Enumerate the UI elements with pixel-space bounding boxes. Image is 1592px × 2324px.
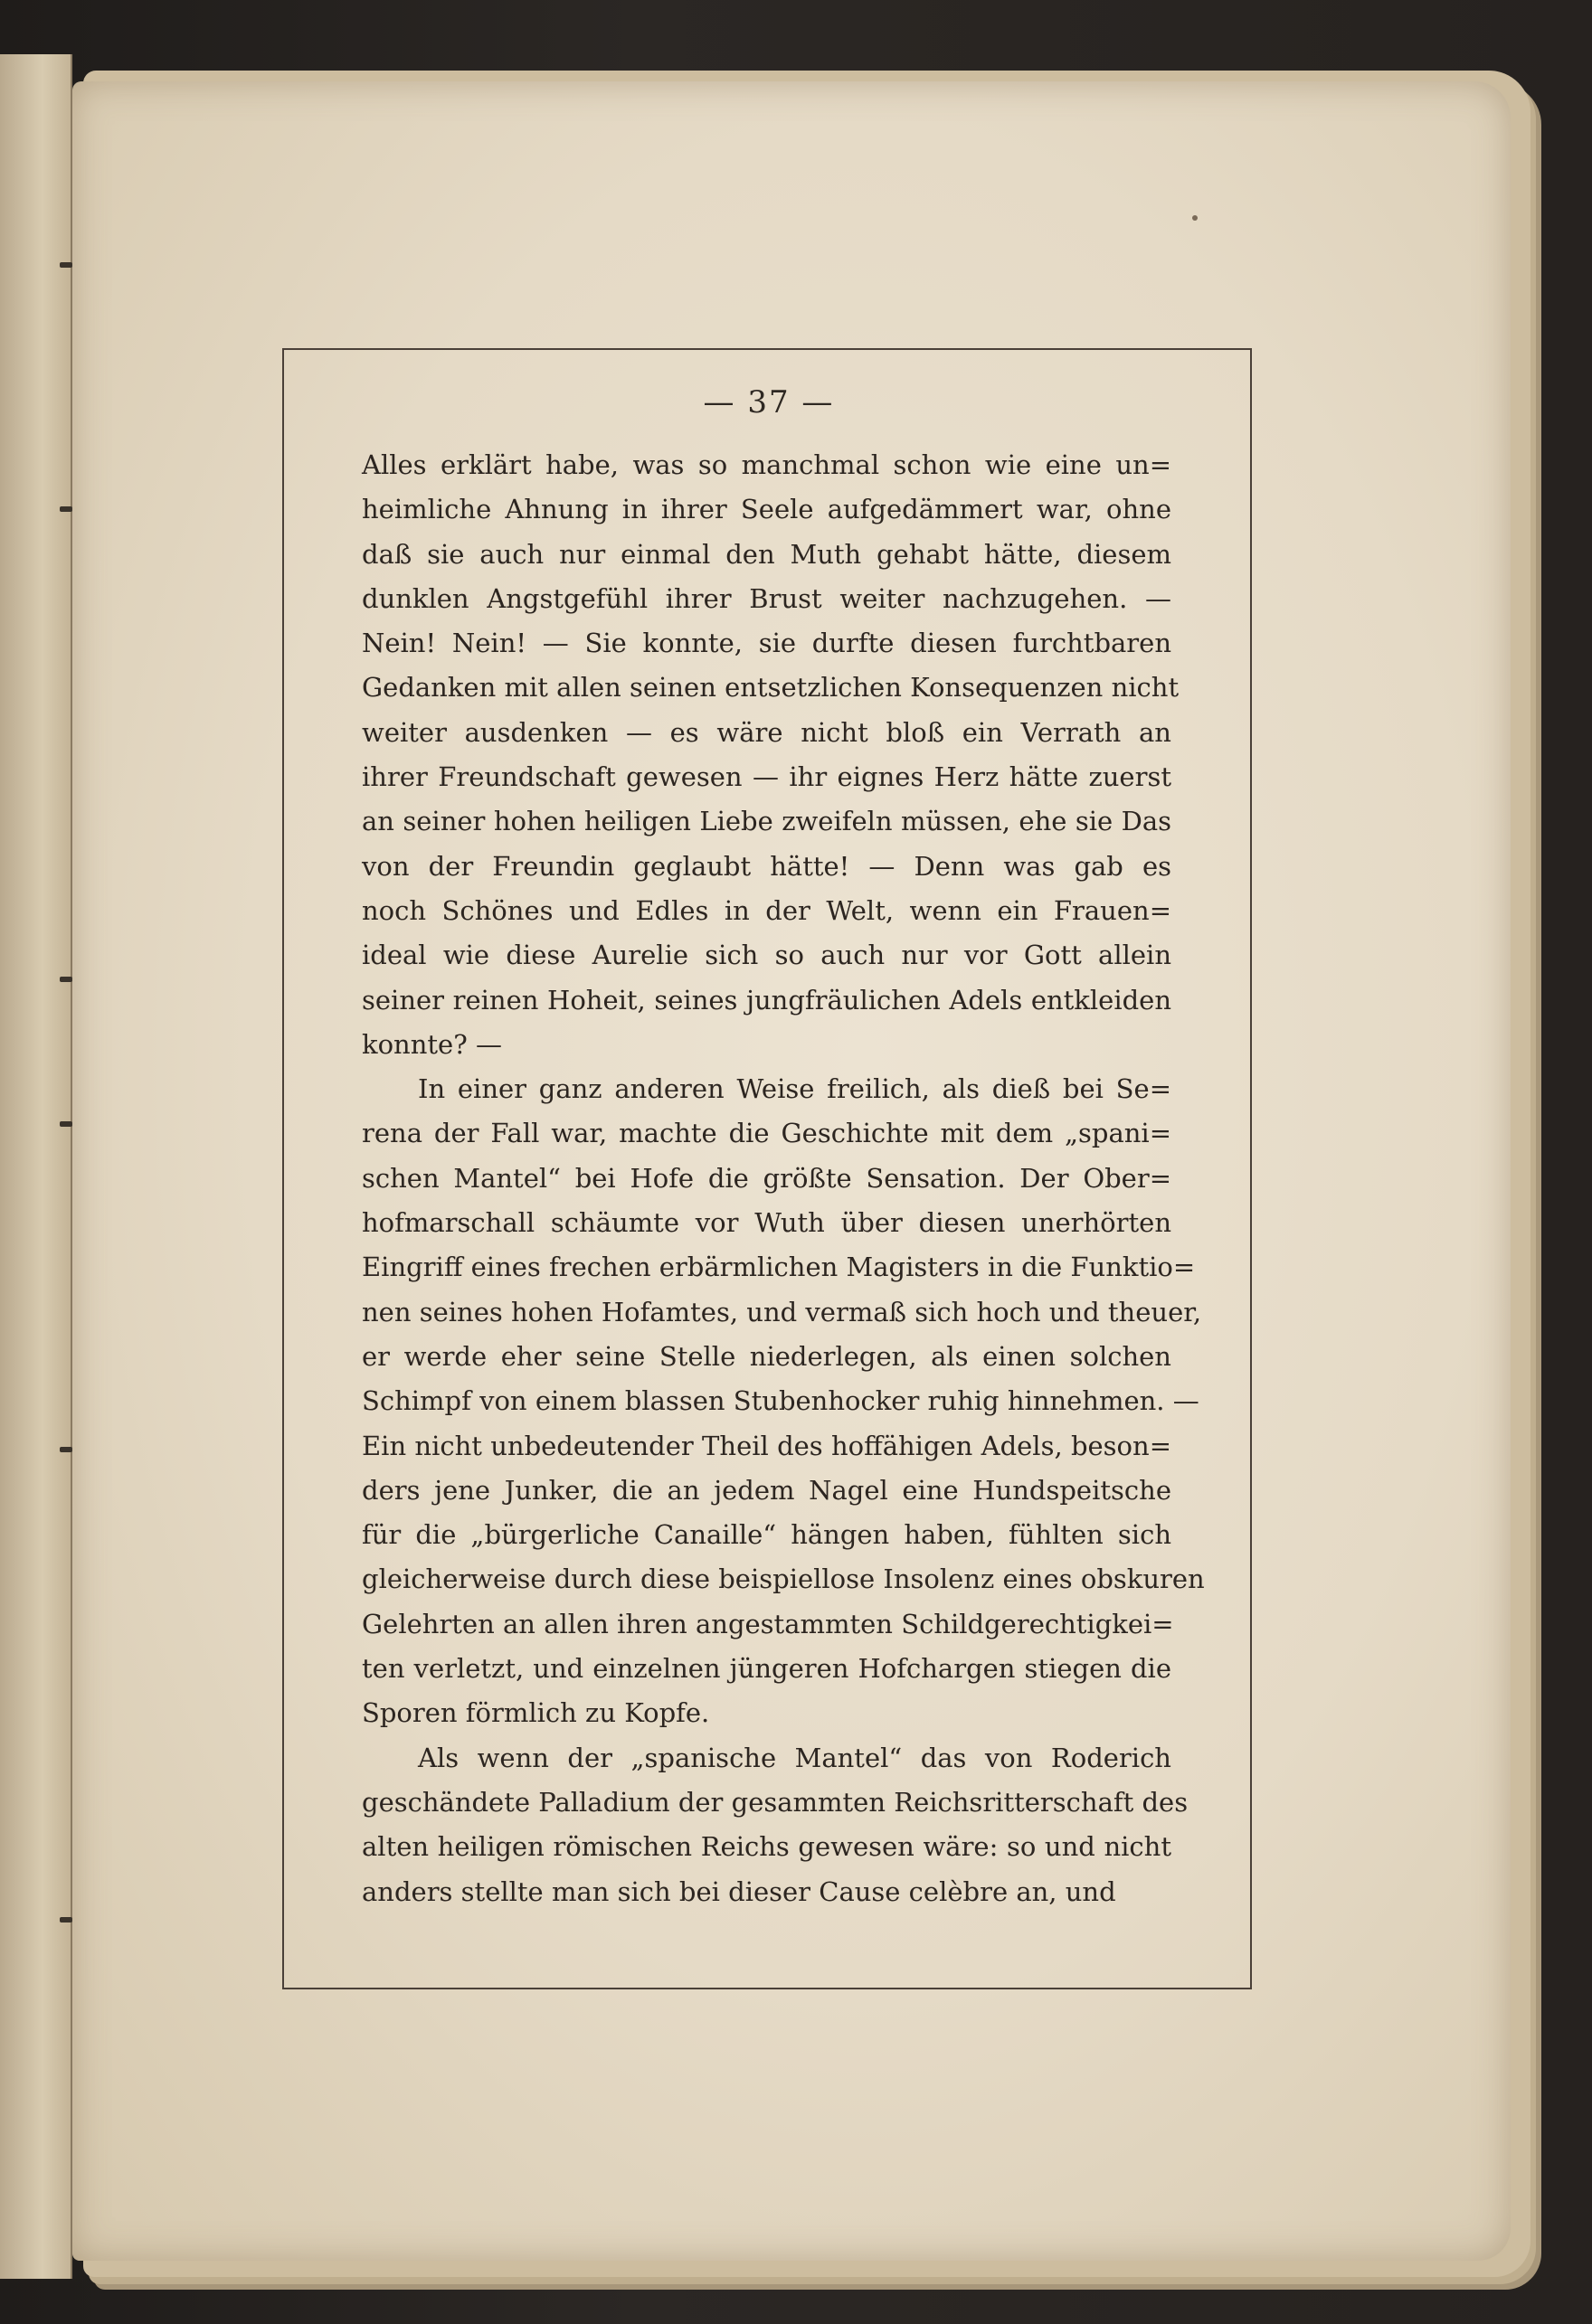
- text-line: ten verletzt, und einzelnen jüngeren Hofchargen stiegen die: [362, 1653, 1171, 1685]
- binding-stitch: [60, 1447, 72, 1452]
- text-line: heimliche Ahnung in ihrer Seele aufgedämmert war, ohne: [362, 494, 1171, 525]
- text-line: für die „bürgerliche Canaille“ hängen haben, fühlten sich: [362, 1519, 1171, 1551]
- text-line: alten heiligen römischen Reichs gewesen wäre: so und nicht: [362, 1831, 1171, 1863]
- text-line: gleicherweise durch diese beispiellose Insolenz eines obskuren: [362, 1564, 1205, 1595]
- text-line: rena der Fall war, machte die Geschichte mit dem „spani=: [362, 1118, 1171, 1149]
- text-line: geschändete Palladium der gesammten Reichsritterschaft des: [362, 1786, 1189, 1818]
- text-line: dunklen Angstgefühl ihrer Brust weiter nachzugehen. —: [362, 582, 1171, 614]
- text-line: weiter ausdenken — es wäre nicht bloß ein Verrath an: [362, 716, 1171, 748]
- text-line: konnte? —: [362, 1028, 502, 1060]
- text-line: er werde eher seine Stelle niederlegen, als einen solchen: [362, 1340, 1171, 1372]
- binding-stitch: [60, 977, 72, 982]
- binding-stitch: [60, 1917, 72, 1922]
- page-number: — 37 —: [703, 384, 835, 420]
- text-line: ihrer Freundschaft gewesen — ihr eignes Herz hätte zuerst: [362, 761, 1171, 793]
- text-line: an seiner hohen heiligen Liebe zweifeln müssen, ehe sie Das: [362, 806, 1171, 837]
- text-line: Alles erklärt habe, was so manchmal schon wie eine un=: [362, 449, 1171, 480]
- text-line: ideal wie diese Aurelie sich so auch nur vor Gott allein: [362, 940, 1171, 971]
- text-line: Nein! Nein! — Sie konnte, sie durfte diesen furchtbaren: [362, 628, 1171, 659]
- text-line: Ein nicht unbedeutender Theil des hoffähigen Adels, beson=: [362, 1430, 1171, 1461]
- text-line: hofmarschall schäumte vor Wuth über diesen unerhörten: [362, 1207, 1171, 1239]
- binding-stitch: [60, 1121, 72, 1127]
- text-line: Als wenn der „spanische Mantel“ das von Roderich: [418, 1742, 1171, 1773]
- text-line: Eingriff eines frechen erbärmlichen Magisters in die Funktio=: [362, 1252, 1196, 1283]
- text-line: von der Freundin geglaubt hätte! — Denn was gab es: [362, 850, 1171, 882]
- text-line: Schimpf von einem blassen Stubenhocker ruhig hinnehmen. —: [362, 1385, 1199, 1417]
- text-line: Sporen förmlich zu Kopfe.: [362, 1697, 710, 1729]
- text-line: ders jene Junker, die an jedem Nagel eine Hundspeitsche: [362, 1474, 1171, 1506]
- text-line: nen seines hohen Hofamtes, und vermaß sich hoch und theuer,: [362, 1296, 1202, 1327]
- text-line: anders stellte man sich bei dieser Cause celèbre an, und: [362, 1875, 1116, 1907]
- text-line: Gedanken mit allen seinen entsetzlichen Konsequenzen nicht: [362, 672, 1180, 704]
- text-line: seiner reinen Hoheit, seines jungfräulichen Adels entkleiden: [362, 984, 1171, 1016]
- text-line: In einer ganz anderen Weise freilich, als dieß bei Se=: [418, 1073, 1171, 1105]
- text-line: Gelehrten an allen ihren angestammten Schildgerechtigkei=: [362, 1608, 1174, 1639]
- binding-stitch: [60, 506, 72, 512]
- text-line: daß sie auch nur einmal den Muth gehabt hätte, diesem: [362, 538, 1171, 570]
- text-line: noch Schönes und Edles in der Welt, wenn ein Frauen=: [362, 894, 1171, 926]
- previous-page-edge: [0, 54, 72, 2279]
- text-line: schen Mantel“ bei Hofe die größte Sensation. Der Ober=: [362, 1162, 1171, 1194]
- body-text: [362, 443, 1205, 1914]
- paper-speck: [1192, 215, 1198, 221]
- binding-stitch: [60, 262, 72, 268]
